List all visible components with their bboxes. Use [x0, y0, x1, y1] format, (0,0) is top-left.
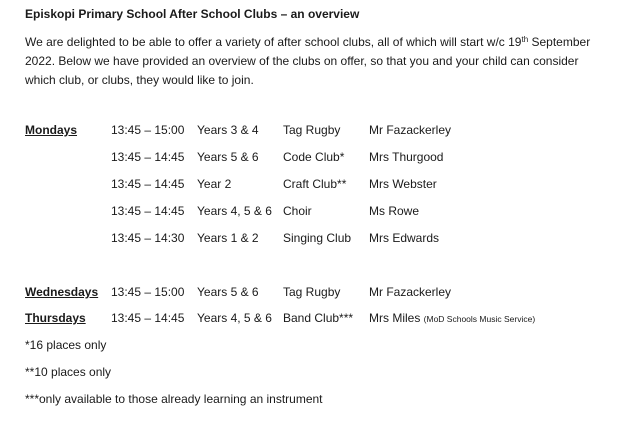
schedule-row [0, 150, 619, 168]
schedule-teacher [369, 204, 419, 218]
schedule-years: Years 5 & 6 [197, 150, 259, 164]
schedule-row [0, 177, 619, 195]
schedule-years: Years 4, 5 & 6 [197, 204, 272, 218]
schedule-day: Thursdays [25, 311, 86, 325]
schedule-time: 13:45 – 14:45 [111, 177, 185, 191]
schedule-time: 13:45 – 14:45 [111, 204, 185, 218]
schedule-club: Code Club* [283, 150, 345, 164]
document-title: Episkopi Primary School After School Clubs – an overview [25, 7, 360, 21]
schedule-teacher [369, 285, 451, 299]
schedule-row [0, 285, 619, 303]
intro-superscript: th [521, 35, 529, 44]
schedule-years: Years 4, 5 & 6 [197, 311, 272, 325]
schedule-time: 13:45 – 14:45 [111, 311, 185, 325]
schedule-teacher [369, 177, 437, 191]
schedule-years: Years 5 & 6 [197, 285, 259, 299]
intro-paragraph [25, 33, 610, 90]
schedule-club: Tag Rugby [283, 123, 341, 137]
schedule-club: Choir [283, 204, 312, 218]
schedule-club: Singing Club [283, 231, 352, 245]
schedule-time: 13:45 – 14:30 [111, 231, 185, 245]
schedule-years: Years 3 & 4 [197, 123, 259, 137]
schedule-row [0, 311, 619, 329]
schedule-teacher [369, 311, 535, 325]
schedule-teacher [369, 123, 451, 137]
teacher-name: Mr Fazackerley [369, 285, 452, 299]
schedule-row [0, 204, 619, 222]
schedule-day: Mondays [25, 123, 78, 137]
footnote: *16 places only [25, 338, 107, 352]
schedule-day: Wednesdays [25, 285, 99, 299]
teacher-name: Mrs Miles [369, 311, 421, 325]
intro-text-continued: September 2022. Below we have provided an overview of the clubs on offer, so that you and your child can consider which club, or clubs, they would like to join. [25, 35, 591, 87]
teacher-name: Mrs Webster [369, 177, 437, 191]
teacher-name: Mrs Thurgood [369, 150, 444, 164]
schedule-teacher [369, 150, 443, 164]
schedule-years: Year 2 [197, 177, 232, 191]
schedule-row [0, 123, 619, 141]
teacher-name: Mrs Edwards [369, 231, 440, 245]
schedule-time: 13:45 – 14:45 [111, 150, 185, 164]
schedule-years: Years 1 & 2 [197, 231, 259, 245]
schedule-time: 13:45 – 15:00 [111, 285, 185, 299]
schedule-row [0, 231, 619, 249]
teacher-name: Ms Rowe [369, 204, 420, 218]
schedule-time: 13:45 – 15:00 [111, 123, 185, 137]
schedule-club: Craft Club** [283, 177, 347, 191]
footnote: **10 places only [25, 365, 112, 379]
teacher-note: (MoD Schools Music Service) [423, 314, 536, 324]
teacher-name: Mr Fazackerley [369, 123, 452, 137]
schedule-club: Band Club*** [283, 311, 354, 325]
intro-text: We are delighted to be able to offer a variety of after school clubs, all of which will start w/c 19 [25, 35, 522, 49]
schedule-teacher [369, 231, 439, 245]
footnote: ***only available to those already learning an instrument [25, 392, 323, 406]
schedule-club: Tag Rugby [283, 285, 341, 299]
